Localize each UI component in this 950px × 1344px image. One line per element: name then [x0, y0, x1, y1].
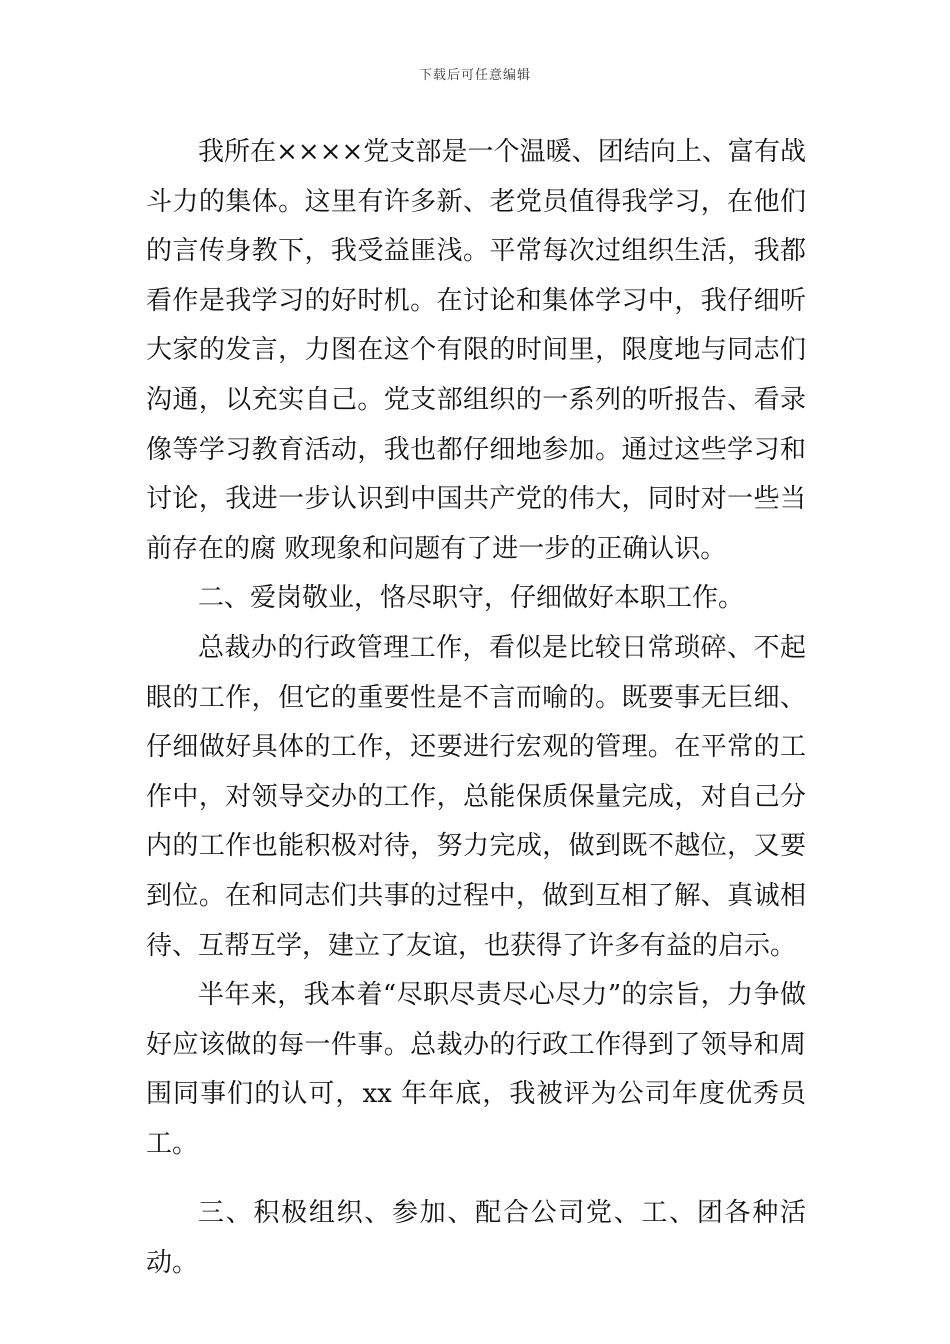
document-body	[146, 128, 806, 1289]
paragraph-admin-work: 总裁办的行政管理工作，看似是比较日常琐碎、不起眼的工作，但它的重要性是不言而喻的。既要事无巨细、仔细做好具体的工作，还要进行宏观的管理。在平常的工作中，对领导交办的工作，总能保质保量完成，对自己分内的工作也能积极对待，努力完成，做到既不越位，又要到位。在和同志们共事的过程中，做到互相了解、真诚相待、互帮互学，建立了友谊，也获得了许多有益的启示。	[146, 632, 806, 961]
section-heading-2: 二、爱岗敬业，恪尽职守，仔细做好本职工作。	[198, 583, 745, 614]
section-heading-3: 三、积极组织、参加、配合公司党、工、团各种活动。	[146, 1198, 806, 1279]
page-header: 下载后可任意编辑	[418, 68, 531, 83]
paragraph-party-branch: 我所在××××党支部是一个温暖、团结向上、富有战斗力的集体。这里有许多新、老党员值得我学习，在他们的言传身教下，我受益匪浅。平常每次过组织生活，我都看作是我学习的好时机。在讨论和集体学习中，我仔细听大家的发言，力图在这个有限的时间里，限度地与同志们沟通，以充实自己。党支部组织的一系列的听报告、看录像等学习教育活动，我也都仔细地参加。通过这些学习和讨论，我进一步认识到中国共产党的伟大，同时对一些当前存在的腐 败现象和问题有了进一步的正确认识。	[146, 137, 806, 564]
paragraph-half-year: 半年来，我本着“尽职尽责尽心尽力”的宗旨，力争做好应该做的每一件事。总裁办的行政工作得到了领导和周围同事们的认可，xx 年年底，我被评为公司年度优秀员工。	[146, 980, 806, 1159]
